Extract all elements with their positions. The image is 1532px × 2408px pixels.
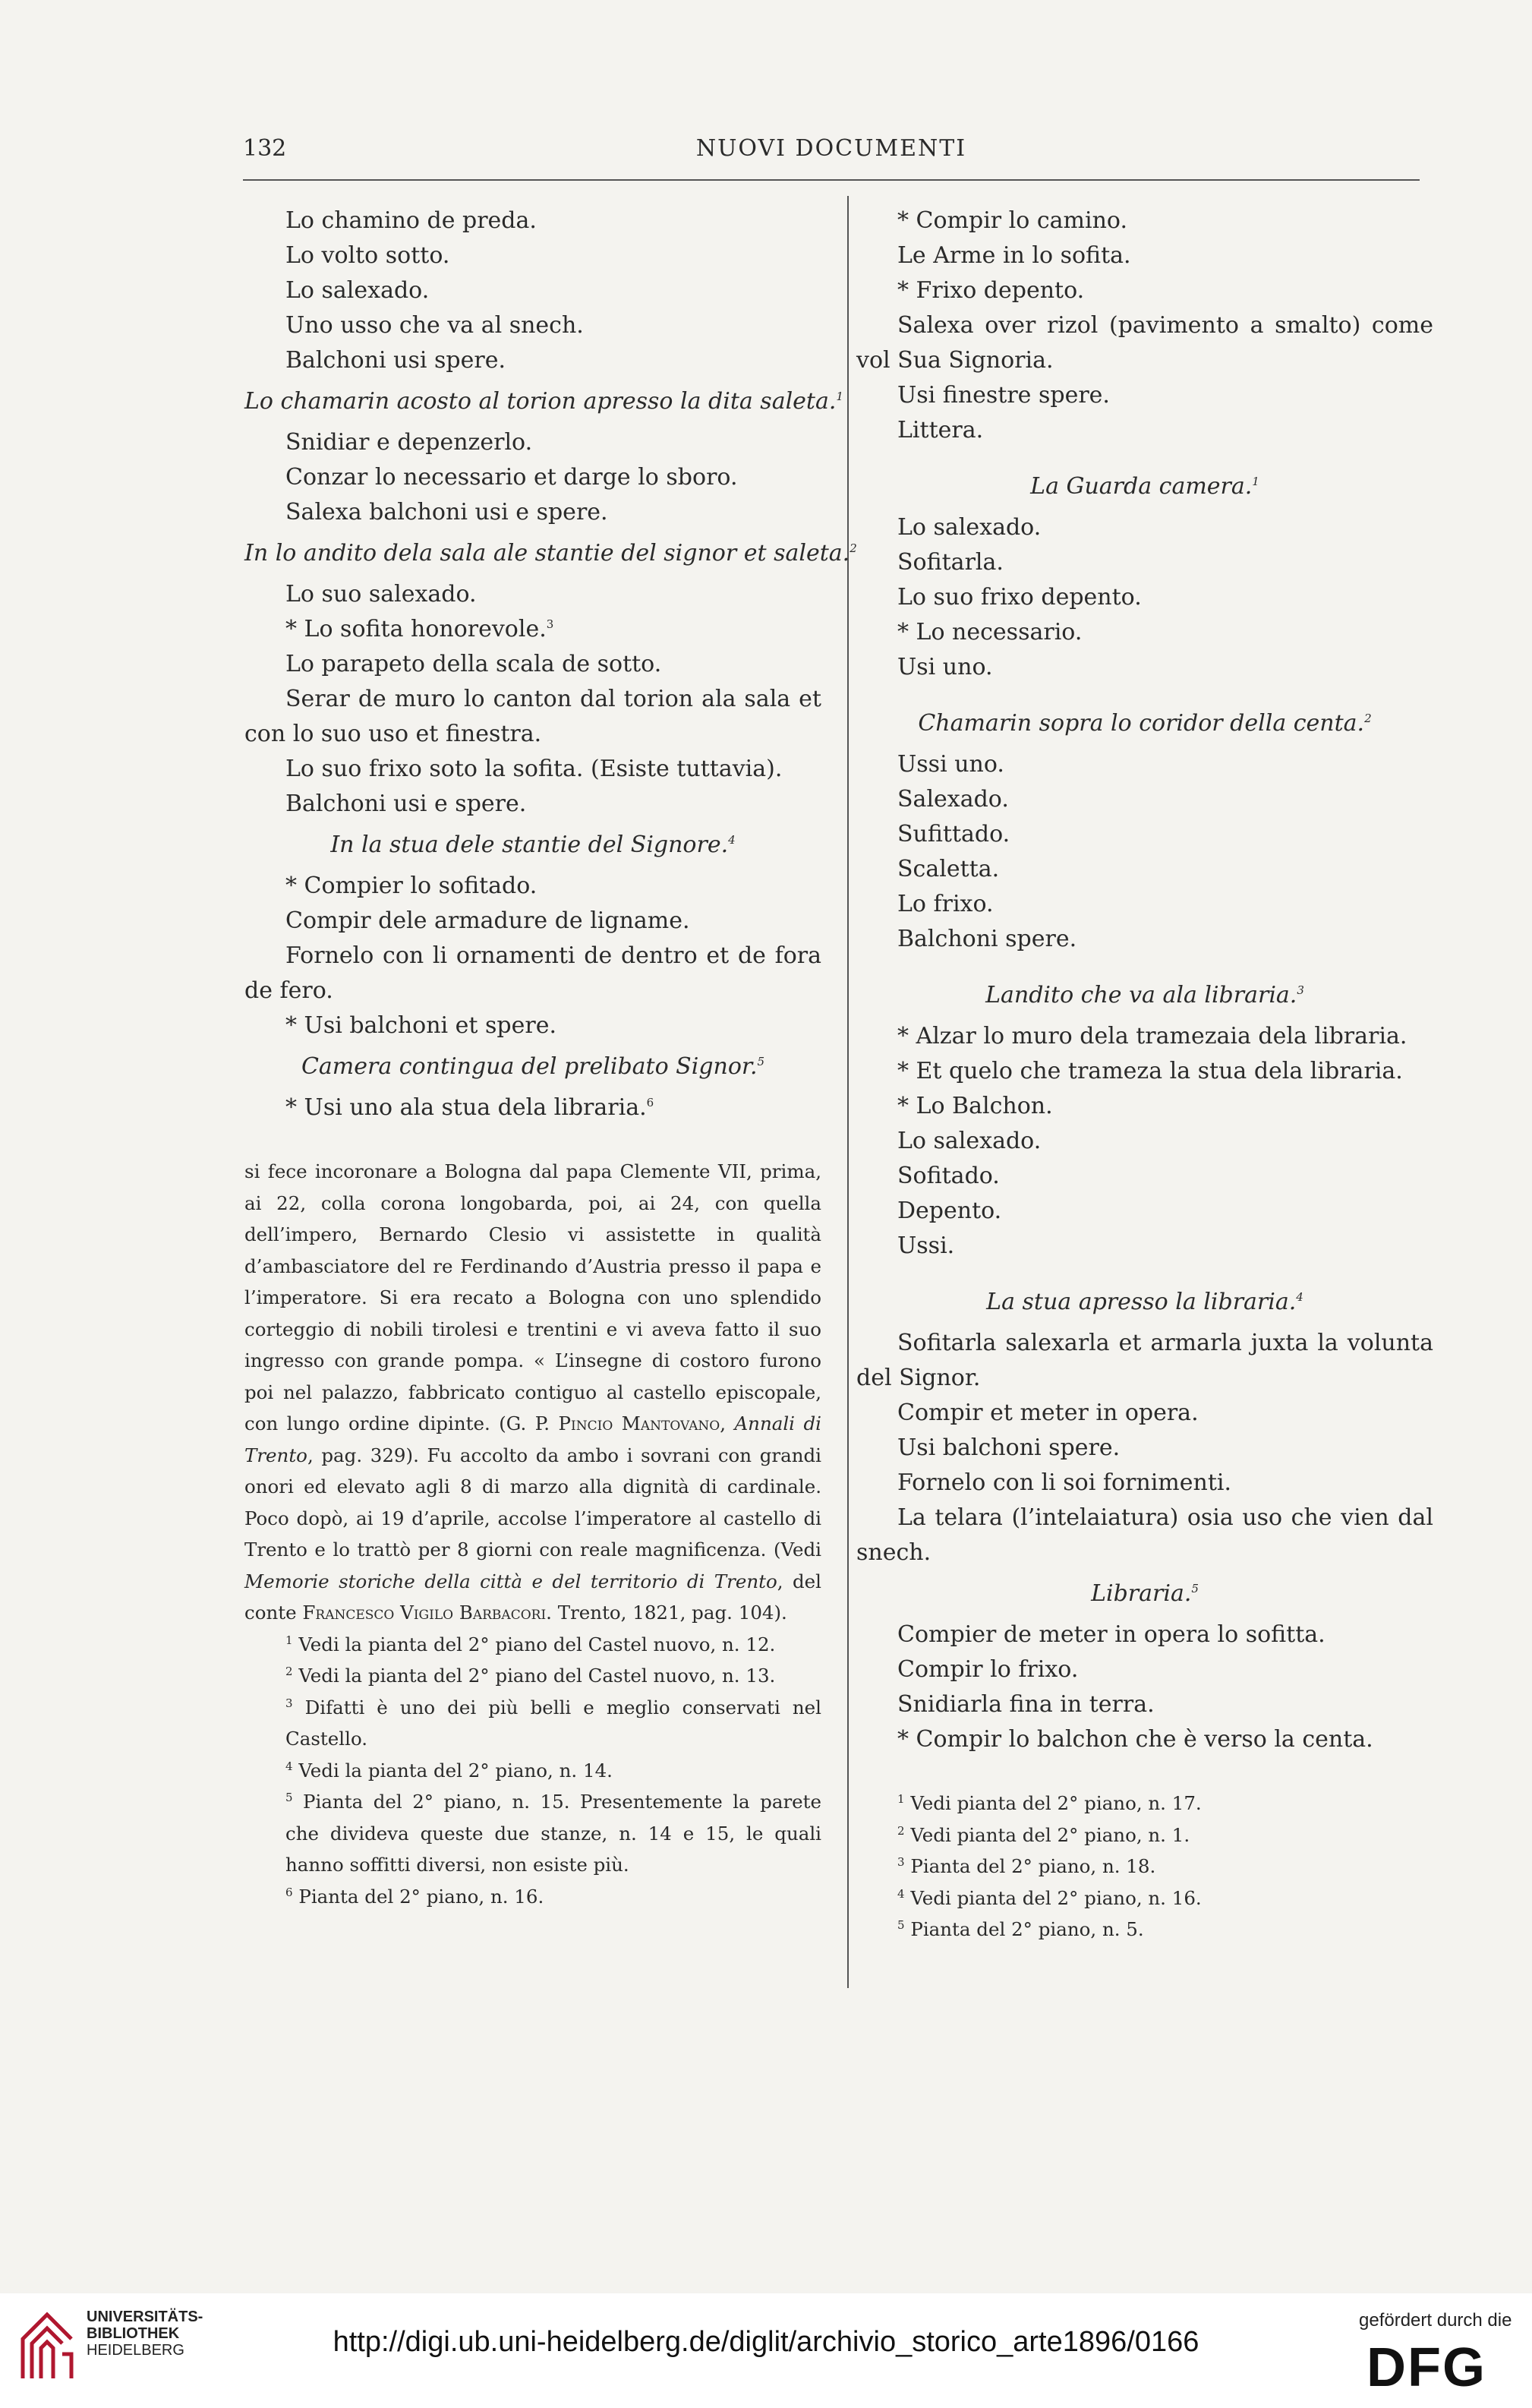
section-heading: Libraria.$^5$: [1091, 1580, 1199, 1607]
text-line: Sufittado.: [897, 821, 1010, 847]
footnote: $^4$ Vedi pianta del 2° piano, n. 16.: [897, 1886, 1202, 1909]
footnote: $^3$ Difatti è uno dei più belli e meglio conservati nel Castello.: [285, 1696, 821, 1750]
text-line: * Usi balchoni et spere.: [285, 1012, 556, 1039]
text-line: Lo suo frixo depento.: [897, 584, 1142, 611]
section-heading: Lo chamarin acosto al torion apresso la dita saleta.$^1$: [244, 388, 843, 415]
section-heading: La stua apresso la libraria.$^4$: [986, 1289, 1303, 1315]
text-line: * Lo sofita honorevole.$^3$: [285, 616, 554, 642]
text-line: * Compir lo camino.: [897, 207, 1127, 234]
footnote: $^6$ Pianta del 2° piano, n. 16.: [285, 1885, 544, 1908]
text-line: Uno usso che va al snech.: [285, 312, 584, 339]
text-line: Lo suo salexado.: [285, 581, 477, 608]
text-line: Snidiarla fina in terra.: [897, 1691, 1155, 1718]
section-heading: Chamarin sopra lo coridor della centa.$^2$: [918, 710, 1372, 737]
text-line: Ussi uno.: [897, 751, 1004, 778]
text-line: Balchoni usi e spere.: [285, 791, 527, 817]
text-line: Usi uno.: [897, 654, 993, 680]
text-line: Balchoni usi spere.: [285, 347, 506, 374]
text-line: Lo salexado.: [897, 514, 1042, 541]
text-line: Sofitarla.: [897, 549, 1004, 576]
text-line: * Compier lo sofitado.: [285, 873, 537, 899]
funding-label: gefördert durch die: [1359, 2310, 1512, 2331]
text-line: Conzar lo necessario et darge lo sboro.: [285, 464, 738, 491]
text-line: * Alzar lo muro dela tramezaia dela libraria.: [897, 1023, 1407, 1049]
text-line: * Lo necessario.: [897, 619, 1083, 645]
text-line: Compir et meter in opera.: [897, 1400, 1199, 1426]
footnote: $^1$ Vedi pianta del 2° piano, n. 17.: [897, 1791, 1202, 1814]
spacer: [244, 1125, 821, 1156]
text-line: Compir dele armadure de ligname.: [285, 907, 690, 934]
spacer: [856, 957, 1433, 972]
footnote: $^5$ Pianta del 2° piano, n. 15. Presentemente la parete che divideva queste due stanze, n. 14 e 15, le quali hanno soffitti diversi, non esiste più.: [285, 1790, 821, 1876]
text-line: Usi balchoni spere.: [897, 1434, 1121, 1461]
section-heading: In lo andito dela sala ale stantie del signor et saleta.$^2$: [244, 540, 857, 566]
running-head: [243, 135, 1420, 173]
text-line: Le Arme in lo sofita.: [897, 242, 1131, 269]
permalink-url[interactable]: http://digi.ub.uni-heidelberg.de/diglit/archivio_storico_arte1896/0166: [333, 2326, 1199, 2358]
text-line: Depento.: [897, 1198, 1002, 1224]
text-line: Sofitado.: [897, 1163, 1000, 1189]
text-line: Littera.: [897, 417, 984, 443]
text-line: Lo parapeto della scala de sotto.: [285, 651, 662, 677]
dfg-logo: DFG: [1367, 2337, 1486, 2398]
text-line: Compier de meter in opera lo sofitta.: [897, 1621, 1326, 1648]
text-line: Salexa balchoni usi e spere.: [285, 499, 608, 525]
page-number: 132: [243, 135, 287, 162]
text-paragraph: La telara (l’intelaiatura) osia uso che vien dal snech.: [856, 1504, 1433, 1566]
library-name: UNIVERSITÄTS- BIBLIOTHEK HEIDELBERG: [87, 2309, 203, 2359]
text-line: Lo suo frixo soto la sofita. (Esiste tuttavia).: [285, 756, 783, 782]
text-line: Balchoni spere.: [897, 926, 1077, 952]
running-title: NUOVI DOCUMENTI: [695, 135, 967, 162]
left-column: [244, 204, 857, 1912]
text-line: Lo frixo.: [897, 891, 994, 917]
text-line: Fornelo con li soi fornimenti.: [897, 1469, 1232, 1496]
column-rule: [847, 196, 849, 1988]
text-line: * Lo Balchon.: [897, 1093, 1053, 1119]
text-paragraph: Serar de muro lo canton dal torion ala sala et con lo suo uso et finestra.: [244, 686, 821, 747]
text-line: Lo salexado.: [285, 277, 430, 304]
footnote: $^2$ Vedi la pianta del 2° piano del Castel nuovo, n. 13.: [285, 1664, 776, 1687]
text-paragraph: Salexa over rizol (pavimento a smalto) come vol Sua Signoria.: [856, 312, 1433, 374]
text-line: Scaletta.: [897, 856, 1000, 882]
spacer: [856, 448, 1433, 463]
text-line: * Et quelo che trameza la stua dela libraria.: [897, 1058, 1403, 1084]
section-heading: Camera contingua del prelibato Signor.$^5$: [301, 1053, 765, 1080]
text-line: Snidiar e depenzerlo.: [285, 429, 533, 456]
text-line: Lo volto sotto.: [285, 242, 450, 269]
text-line: Lo salexado.: [897, 1128, 1042, 1154]
footnote: $^2$ Vedi pianta del 2° piano, n. 1.: [897, 1823, 1190, 1846]
footnote: $^1$ Vedi la pianta del 2° piano del Castel nuovo, n. 12.: [285, 1633, 776, 1655]
spacer: [856, 1264, 1433, 1279]
text-line: * Usi uno ala stua dela libraria.$^6$: [285, 1094, 654, 1121]
text-line: Lo chamino de preda.: [285, 207, 537, 234]
footnote: $^4$ Vedi la pianta del 2° piano, n. 14.: [285, 1759, 613, 1782]
text-paragraph: Fornelo con li ornamenti de dentro et de fora de fero.: [244, 942, 821, 1004]
section-heading: La Guarda camera.$^1$: [1030, 473, 1259, 500]
right-column: [856, 204, 1433, 1946]
text-line: Compir lo frixo.: [897, 1656, 1079, 1683]
section-heading: In la stua dele stantie del Signore.$^4$: [330, 832, 736, 858]
text-line: * Frixo depento.: [897, 277, 1085, 304]
spacer: [856, 1757, 1433, 1788]
note-continuation: si fece incoronare a Bologna dal papa Clemente VII, prima, ai 22, colla corona longobarda, poi, ai 24, con quella dell’impero, Bernardo Clesio vi assistette in qualità d’ambasciatore del re Ferdinando d’Austria presso il papa e l’imperatore. Si era recato a Bologna con uno splendido corteggio di nobili tirolesi e trentini e vi aveva fatto il suo ingresso con grande pompa. « L’insegne di costoro furono poi nel palazzo, fabbricato contiguo al castello episcopale, con lungo ordine dipinte. (G. P. Pincio Mantovano, Annali di Trento, pag. 329). Fu accolto da ambo i sovrani con grandi onori ed elevato agli 8 di marzo alla dignità di cardinale. Poco dopò, ai 19 d’aprile, accolse l’imperatore al castello di Trento e lo trattò per 8 giorni con reale magnificenza. (Vedi Memorie storiche della città e del territorio di Trento, del conte Francesco Vigilo Barbacori. Trento, 1821, pag. 104).: [244, 1160, 822, 1624]
footnote: $^3$ Pianta del 2° piano, n. 18.: [897, 1854, 1156, 1877]
text-line: Usi finestre spere.: [897, 382, 1110, 409]
text-paragraph: Sofitarla salexarla et armarla juxta la volunta del Signor.: [856, 1330, 1433, 1391]
text-line: Ussi.: [897, 1232, 955, 1259]
text-line: * Compir lo balchon che è verso la centa.: [897, 1726, 1373, 1753]
header-rule: [243, 179, 1420, 181]
spacer: [856, 685, 1433, 700]
footnote: $^5$ Pianta del 2° piano, n. 5.: [897, 1917, 1144, 1940]
text-line: Salexado.: [897, 786, 1009, 813]
section-heading: Landito che va ala libraria.$^3$: [985, 982, 1304, 1008]
